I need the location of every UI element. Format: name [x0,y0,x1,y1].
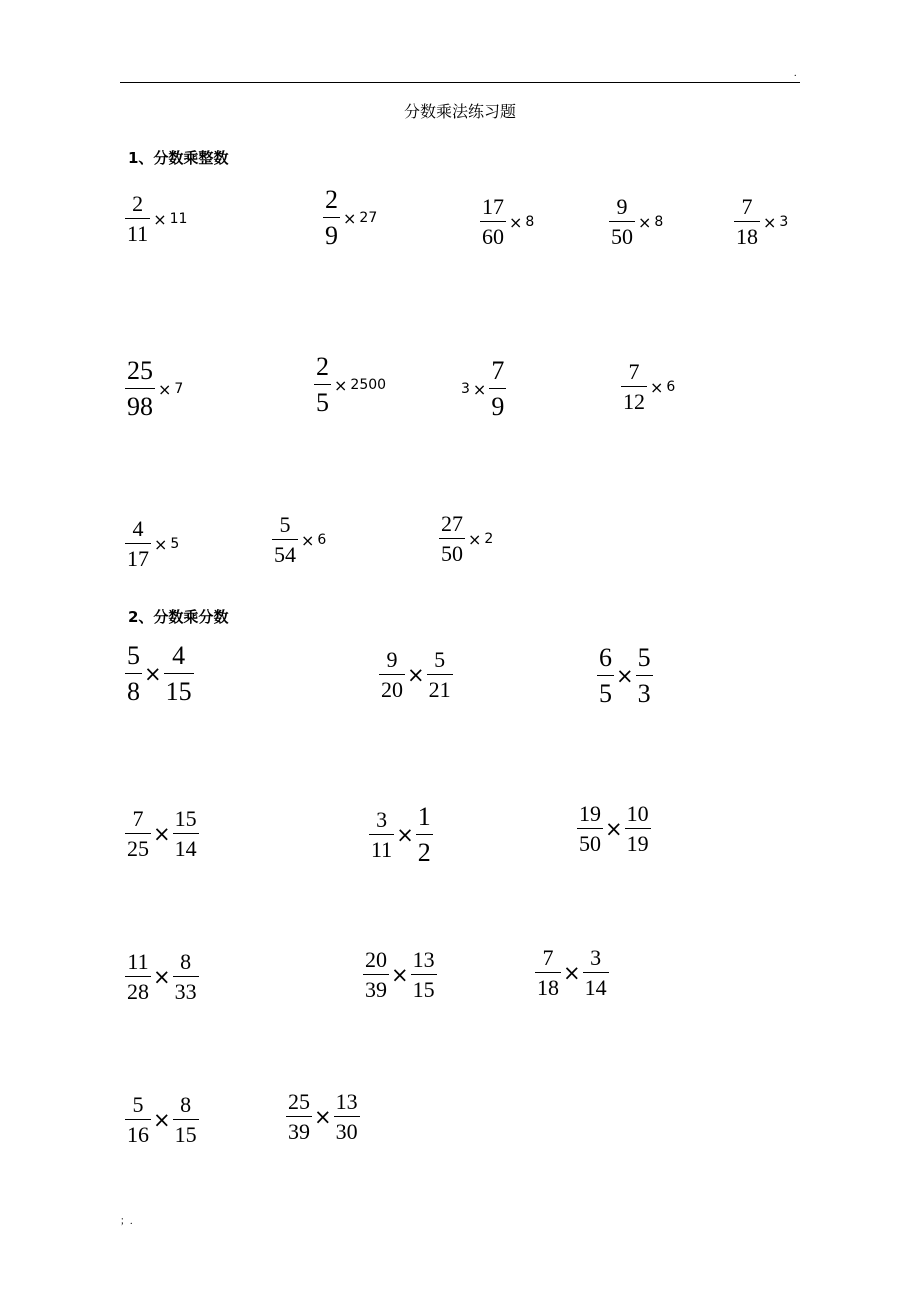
fraction: $\frac{15}{14}$ [174,806,197,861]
times-sign: × [334,375,348,395]
integer-factor: 8 [525,214,535,230]
times-sign: × [563,961,581,985]
integer-problem [609,196,663,248]
times-sign: × [509,212,523,232]
times-sign: × [343,208,357,228]
fraction: $\frac{5}{16}$ [127,1092,149,1147]
integer-factor: 6 [666,379,676,395]
integer-factor: 2500 [350,377,387,393]
fraction: $\frac{2}{5}$ [316,352,329,417]
header-dot: . [794,68,797,79]
fraction: $\frac{9}{50}$ [611,194,633,249]
integer-factor: 5 [170,536,180,552]
fraction-problem [535,947,609,999]
footer-mark: ；. [120,1216,133,1227]
integer-factor: 8 [654,214,664,230]
times-sign: × [650,377,664,397]
fraction: $\frac{13}{30}$ [335,1089,358,1144]
fraction: $\frac{19}{50}$ [579,801,601,856]
fraction: $\frac{2}{11}$ [127,191,149,246]
integer-problem [439,513,493,565]
section-heading-1: 1、分数乘整数 [128,149,229,167]
fraction: $\frac{7}{25}$ [127,806,149,861]
fraction-problem [125,808,199,860]
times-sign: × [407,663,425,687]
times-sign: × [301,530,315,550]
fraction: $\frac{3}{14}$ [584,945,607,1000]
integer-problem [461,358,506,420]
fraction-problem [125,951,199,1003]
integer-problem [272,514,326,566]
fraction-problem [125,643,194,705]
fraction: $\frac{5}{54}$ [274,512,296,567]
fraction-problem [597,645,653,707]
times-sign: × [314,1105,332,1129]
fraction: $\frac{5}{8}$ [127,641,140,706]
fraction: $\frac{6}{5}$ [599,643,612,708]
fraction-problem [379,649,453,701]
fraction: $\frac{3}{11}$ [371,807,393,862]
times-sign: × [153,965,171,989]
times-sign: × [153,822,171,846]
integer-problem [323,187,377,249]
times-sign: × [396,823,414,847]
fraction: $\frac{2}{9}$ [325,185,338,250]
times-sign: × [153,209,167,229]
times-sign: × [153,1108,171,1132]
fraction: $\frac{25}{98}$ [127,356,153,421]
integer-factor: 3 [779,214,789,230]
fraction-problem [286,1091,360,1143]
integer-problem [125,518,179,570]
section-heading-2: 2、分数乘分数 [128,608,229,626]
times-sign: × [468,529,482,549]
fraction: $\frac{4}{17}$ [127,516,149,571]
fraction: $\frac{5}{3}$ [637,643,651,708]
fraction: $\frac{17}{60}$ [482,194,504,249]
times-sign: × [154,534,168,554]
fraction: $\frac{13}{15}$ [412,947,435,1002]
times-sign: × [638,212,652,232]
integer-factor: 6 [317,532,327,548]
fraction: $\frac{4}{15}$ [165,641,192,706]
fraction-problem [363,949,437,1001]
fraction: $\frac{9}{20}$ [381,647,403,702]
times-sign: × [763,212,777,232]
fraction: $\frac{7}{18}$ [537,945,559,1000]
times-sign: × [472,379,487,399]
integer-factor: 11 [169,211,188,227]
header-rule [120,82,800,83]
fraction: $\frac{7}{12}$ [623,359,645,414]
fraction: $\frac{20}{39}$ [365,947,387,1002]
integer-problem [480,196,534,248]
fraction: $\frac{1}{2}$ [417,802,431,867]
integer-factor: 7 [174,381,184,397]
integer-problem [314,354,386,416]
fraction-problem [577,803,651,855]
times-sign: × [144,662,162,686]
fraction: $\frac{7}{18}$ [736,194,758,249]
integer-factor: 2 [484,531,494,547]
times-sign: × [616,664,634,688]
fraction: $\frac{25}{39}$ [288,1089,310,1144]
times-sign: × [605,817,623,841]
fraction: $\frac{7}{9}$ [491,356,505,421]
integer-factor: 3 [461,381,470,397]
integer-factor: 27 [359,210,378,226]
fraction: $\frac{11}{28}$ [127,949,149,1004]
integer-problem [125,193,187,245]
fraction: $\frac{8}{15}$ [174,1092,197,1147]
integer-problem [125,358,183,420]
fraction-problem [125,1094,199,1146]
integer-problem [621,361,675,413]
fraction: $\frac{5}{21}$ [428,647,451,702]
times-sign: × [158,379,172,399]
times-sign: × [391,963,409,987]
integer-problem [734,196,788,248]
fraction: $\frac{27}{50}$ [441,511,463,566]
fraction: $\frac{8}{33}$ [174,949,197,1004]
fraction: $\frac{10}{19}$ [626,801,649,856]
page-title: 分数乘法练习题 [403,102,516,121]
fraction-problem [369,804,433,866]
